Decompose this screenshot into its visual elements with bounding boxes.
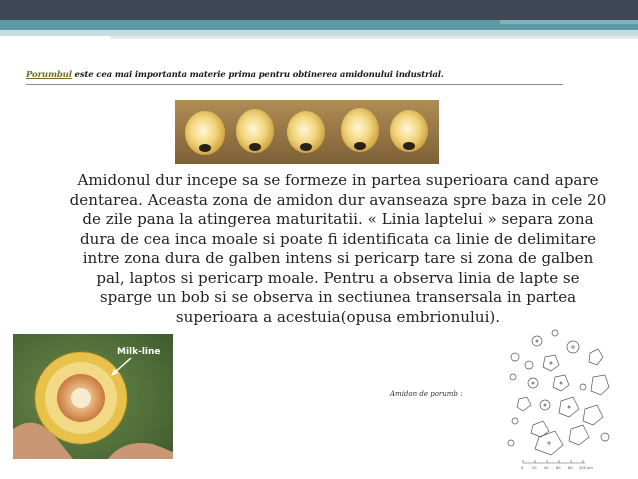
kernel-4	[341, 108, 379, 152]
heading-text: este cea mai importanta materie prima pentru obtinerea amidonului industrial.	[71, 70, 444, 80]
kernel-2	[236, 109, 274, 153]
slide-accent-line	[110, 36, 638, 39]
scale-label-20: 20	[532, 466, 537, 470]
heading-keyword: Porumbul	[26, 70, 72, 80]
kernel-5	[390, 110, 428, 152]
scale-label-0: 0	[521, 466, 524, 470]
scale-label-100: 100 μm	[579, 466, 593, 470]
starch-grains-drawing	[505, 325, 625, 473]
scale-label-40: 40	[544, 466, 549, 470]
slide-heading	[26, 70, 626, 80]
scale-bar	[523, 460, 585, 463]
scale-label-80: 80	[568, 466, 573, 470]
kernel-1	[185, 111, 225, 155]
body-paragraph: Amidonul dur incepe sa se formeze in partea superioara cand apare dentarea. Aceasta zona de amidon dur avanseaza spre baza in cele 20 de zile pana la atingerea maturitatii. « Linia laptelui » separa zona dura de cea inca moale si poate fi identificata ca linie de delimitare intre zona dura de galben intens si pericarp tare si zona de galben pal, laptos si pericarp moale. Pentru a observa linia de lapte se sparge un bob si se observa in sectiunea transersala in partea superioara a acestuia(opusa embrionului).	[69, 171, 607, 326]
starch-caption: Amidon de porumb :	[390, 390, 463, 398]
slide-top-bar	[0, 0, 638, 20]
kernel-3	[287, 111, 325, 153]
corn-kernels-photo	[175, 100, 439, 164]
slide-accent-stripe	[500, 20, 638, 24]
heading-underline	[26, 84, 563, 85]
milk-line-label: Milk-line	[117, 347, 161, 357]
cob-kernel-ring	[35, 352, 127, 444]
scale-label-60: 60	[556, 466, 561, 470]
corn-cob-cross-section-photo	[13, 334, 173, 459]
